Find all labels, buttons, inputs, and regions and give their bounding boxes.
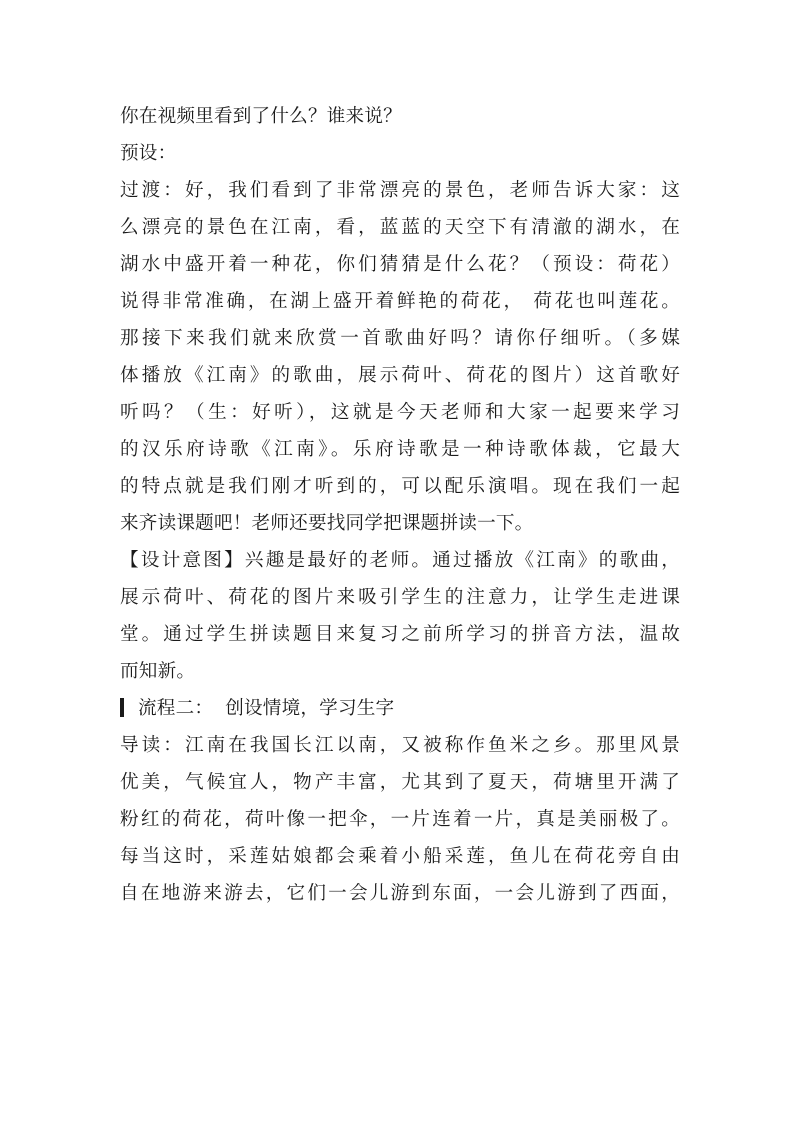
text-line: 来齐读课题吧！老师还要找同学把课题拼读一下。 [120,513,534,534]
heading-prefix: 流程二： [138,698,214,719]
text-line: 预设： [120,143,177,164]
text-line: 你在视频里看到了什么？谁来说？ [120,106,402,127]
design-intent-line: 【设计意图】兴趣是最好的老师。通过播放《江南》的歌曲， [120,550,680,571]
text-line: 自在地游来游去，它们一会儿游到东面，一会儿游到了西面， [120,883,680,904]
document-page [120,98,680,912]
text-line: 那接下来我们就来欣赏一首歌曲好吗？请你仔细听。（多媒 [120,328,680,349]
text-line: 湖水中盛开着一种花，你们猜猜是什么花？（预设：荷花） [120,254,680,275]
text-line: 每当这时，采莲姑娘都会乘着小船采莲，鱼儿在荷花旁自由 [120,846,680,867]
heading-title: 创设情境，学习生字 [225,698,395,719]
text-line: 听吗？（生：好听），这就是今天老师和大家一起要来学习 [120,402,680,423]
text-line: 导读：江南在我国长江以南，又被称作鱼米之乡。那里风景 [120,735,680,756]
text-line: 的汉乐府诗歌《江南》。乐府诗歌是一种诗歌体裁，它最大 [120,439,680,460]
section-heading [120,690,680,727]
text-line: 堂。通过学生拼读题目来复习之前所学习的拼音方法，温故 [120,624,680,645]
text-line: 过渡：好，我们看到了非常漂亮的景色，老师告诉大家：这 [120,180,680,201]
text-line: 的特点就是我们刚才听到的，可以配乐演唱。现在我们一起 [120,476,680,497]
text-line: 么漂亮的景色在江南，看，蓝蓝的天空下有清澈的湖水，在 [120,217,680,238]
heading-bar-icon [120,698,124,717]
text-line: 展示荷叶、荷花的图片来吸引学生的注意力，让学生走进课 [120,587,680,608]
text-line: 粉红的荷花，荷叶像一把伞，一片连着一片，真是美丽极了。 [120,809,680,830]
text-line: 优美，气候宜人，物产丰富，尤其到了夏天，荷塘里开满了 [120,772,680,793]
text-line: 说得非常准确，在湖上盛开着鲜艳的荷花， 荷花也叫莲花。 [120,291,680,312]
text-line: 而知新。 [120,661,196,682]
text-line: 体播放《江南》的歌曲，展示荷叶、荷花的图片）这首歌好 [120,365,680,386]
